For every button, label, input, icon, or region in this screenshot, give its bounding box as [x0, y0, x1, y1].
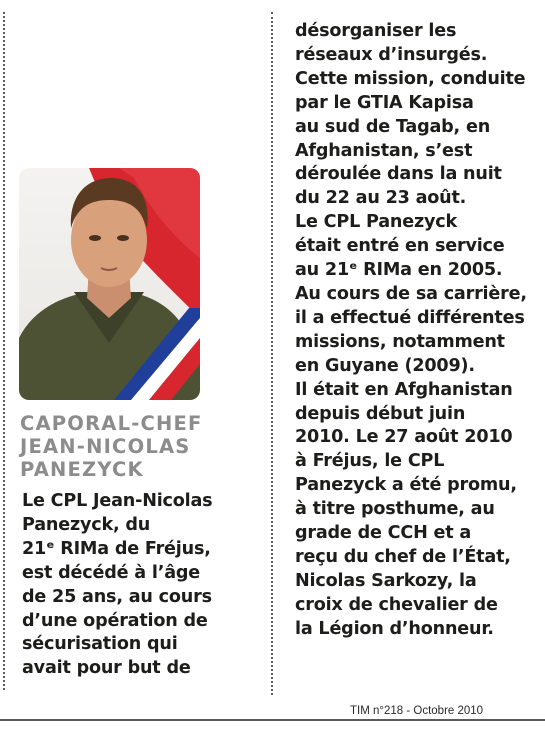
text-line: Afghanistan, s’est [295, 140, 473, 161]
text-line: reçu du chef de l’État, [295, 546, 511, 567]
publication-credit: TIM n°218 - Octobre 2010 [350, 705, 484, 717]
text-line: Le CPL Jean-Nicolas [22, 491, 213, 511]
right-column-text [295, 20, 540, 642]
text-line: Panezyck a été promu, [295, 475, 517, 496]
text-line: 21ᵉ RIMa de Fréjus, [22, 538, 211, 559]
heading-line-2: JEAN-NICOLAS [20, 435, 191, 458]
left-dotted-border [3, 12, 5, 690]
name-heading [20, 412, 260, 481]
left-eye [89, 235, 101, 241]
column-divider [271, 12, 273, 695]
portrait-illustration [19, 168, 200, 400]
portrait-photo [19, 168, 200, 400]
text-line: déroulée dans la nuit [295, 164, 502, 185]
text-line: d’une opération de [22, 610, 208, 631]
text-line: désorganiser les [295, 21, 457, 41]
text-line: à Fréjus, le CPL [295, 451, 445, 472]
text-line: Cette mission, conduite [295, 68, 526, 89]
text-line: grade de CCH et a [295, 523, 472, 544]
text-line: sécurisation qui [22, 634, 178, 655]
text-line: est décédé à l’âge [22, 562, 200, 583]
right-eye [117, 235, 129, 241]
text-line: Le CPL Panezyck [295, 212, 458, 233]
left-column-text [22, 490, 267, 681]
text-line: avait pour but de [22, 658, 191, 679]
heading-line-3: PANEZYCK [20, 458, 144, 481]
bottom-rule [0, 719, 545, 721]
text-line: du 22 au 23 août. [295, 188, 467, 209]
text-line: Au cours de sa carrière, [295, 283, 527, 304]
text-line: au 21ᵉ RIMa en 2005. [295, 260, 503, 281]
text-line: Nicolas Sarkozy, la [295, 570, 477, 591]
text-line: par le GTIA Kapisa [295, 92, 474, 113]
text-line: croix de chevalier de [295, 594, 498, 615]
text-line: depuis début juin [295, 403, 466, 424]
text-line: réseaux d’insurgés. [295, 44, 488, 65]
text-line: à titre posthume, au [295, 499, 495, 520]
text-line: il a effectué différentes [295, 307, 525, 328]
text-line: en Guyane (2009). [295, 355, 475, 376]
heading-line-1: CAPORAL-CHEF [20, 412, 203, 435]
text-line: au sud de Tagab, en [295, 116, 491, 137]
text-line: Il était en Afghanistan [295, 379, 513, 400]
text-line: 2010. Le 27 août 2010 [295, 427, 513, 448]
top-margin [0, 0, 545, 12]
text-line: de 25 ans, au cours [22, 586, 212, 607]
text-line: était entré en service [295, 236, 505, 257]
text-line: la Légion d’honneur. [295, 618, 494, 639]
text-line: Panezyck, du [22, 514, 151, 535]
text-line: missions, notamment [295, 331, 505, 352]
